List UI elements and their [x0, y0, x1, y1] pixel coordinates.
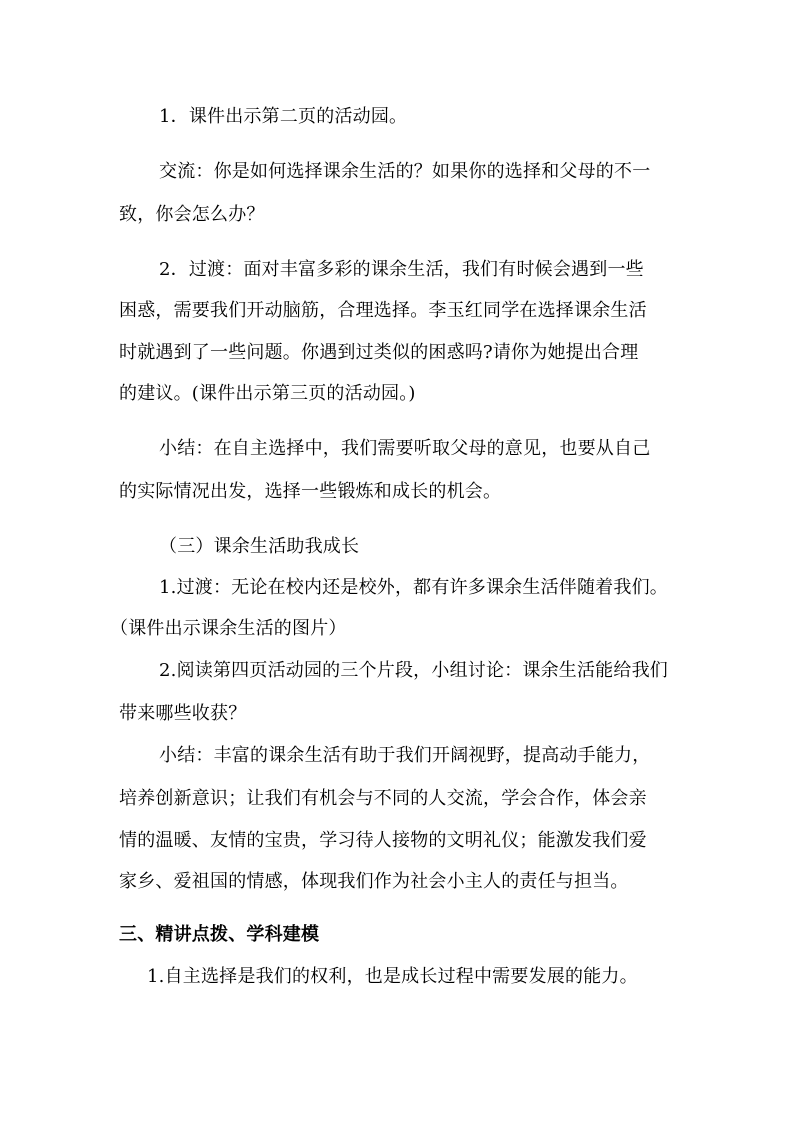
paragraph-line: 的建议。(课件出示第三页的活动园。) [119, 383, 416, 404]
paragraph-line: 情的温暖、友情的宝贵，学习待人接物的文明礼仪；能激发我们爱 [119, 830, 647, 851]
paragraph-line: 小结：在自主选择中，我们需要听取父母的意见，也要从自己 [159, 438, 651, 459]
paragraph-line: 困惑，需要我们开动脑筋，合理选择。李玉红同学在选择课余生活 [119, 300, 647, 321]
paragraph-line: 带来哪些收获？ [119, 703, 247, 724]
paragraph-line: 2．过渡：面对丰富多彩的课余生活，我们有时候会遇到一些 [159, 259, 644, 280]
paragraph-line: 时就遇到了一些问题。你遇到过类似的困惑吗?请你为她提出合理 [119, 342, 639, 363]
paragraph-line: 的实际情况出发，选择一些锻炼和成长的机会。 [119, 481, 502, 502]
paragraph-line: 培养创新意识；让我们有机会与不同的人交流，学会合作，体会亲 [119, 788, 647, 809]
paragraph-line: 家乡、爱祖国的情感，体现我们作为社会小主人的责任与担当。 [119, 871, 629, 892]
paragraph-line: 1.过渡：无论在校内还是校外，都有许多课余生活伴随着我们。 [159, 577, 668, 598]
paragraph-line: 2.阅读第四页活动园的三个片段，小组讨论：课余生活能给我们 [159, 660, 668, 681]
paragraph-line: 1．课件出示第二页的活动园。 [159, 106, 408, 127]
paragraph-line: 致，你会怎么办？ [119, 204, 265, 225]
section-heading-bold: 三、精讲点拨、学科建模 [119, 924, 320, 945]
section-heading: （三）课余生活助我成长 [159, 536, 360, 557]
paragraph-line: 交流：你是如何选择课余生活的？如果你的选择和父母的不一 [159, 161, 651, 182]
paragraph-line: 1.自主选择是我们的权利，也是成长过程中需要发展的能力。 [147, 966, 638, 987]
paragraph-line: （课件出示课余生活的图片） [110, 618, 347, 639]
paragraph-line: 小结：丰富的课余生活有助于我们开阔视野，提高动手能力， [159, 745, 651, 766]
